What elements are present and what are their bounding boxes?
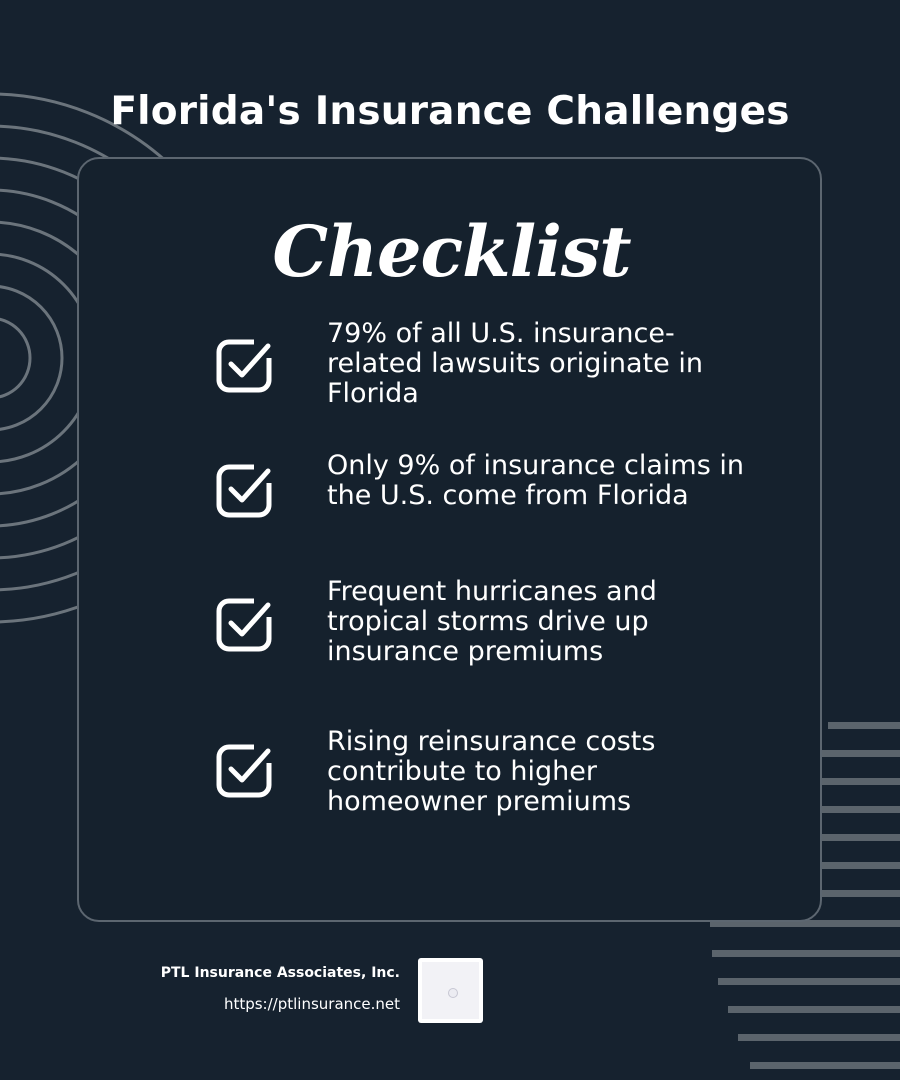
- company-url-link[interactable]: https://ptlinsurance.net: [223, 995, 400, 1013]
- logo-mark-icon: [448, 988, 458, 998]
- checkbox-checked-icon: [216, 336, 274, 394]
- checkbox-checked-icon: [216, 741, 274, 799]
- checklist-item-text: 79% of all U.S. insurance-related lawsuits originate in Florida: [327, 318, 703, 409]
- checklist-item-text: Only 9% of insurance claims in the U.S. come from Florida: [327, 450, 744, 511]
- company-name: PTL Insurance Associates, Inc.: [160, 965, 400, 981]
- company-logo: [418, 958, 483, 1023]
- logo-background: [422, 962, 479, 1019]
- checklist-item-text: Frequent hurricanes and tropical storms drive up insurance premiums: [327, 576, 657, 667]
- checklist-item-text: Rising reinsurance costs contribute to higher homeowner premiums: [327, 726, 656, 817]
- page-title: Florida's Insurance Challenges: [110, 89, 790, 134]
- checklist-card: [77, 157, 822, 922]
- checklist-heading: Checklist: [272, 210, 631, 293]
- checkbox-checked-icon: [216, 595, 274, 653]
- checkbox-checked-icon: [216, 461, 274, 519]
